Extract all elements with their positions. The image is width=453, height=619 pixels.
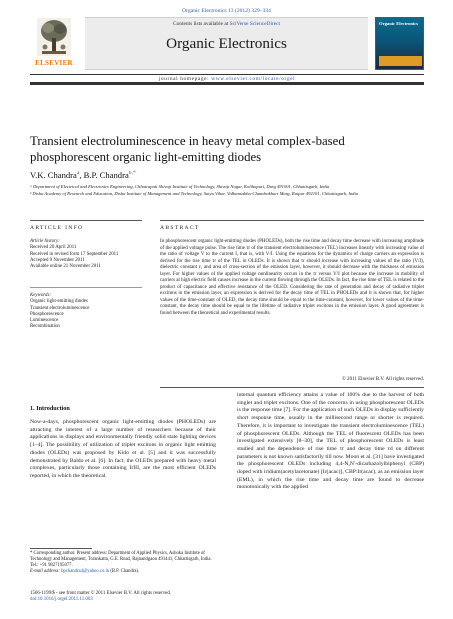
tree-icon (37, 18, 71, 56)
author-name[interactable]: B.P. Chandra (83, 170, 129, 180)
journal-title: Organic Electronics (166, 35, 287, 52)
front-matter (30, 591, 330, 604)
history-entry: Available online 21 November 2011 (30, 264, 101, 270)
divider (30, 287, 142, 288)
article-history (30, 239, 142, 270)
homepage-label: journal homepage: (158, 76, 210, 82)
contents-availability (85, 21, 368, 27)
email-suffix: (B.P. Chandra). (110, 569, 140, 575)
article-info-heading: ARTICLE INFO (30, 225, 84, 231)
affiliation: ᵇ Disha Academy of Research and Education, Disha Institute of Management and Technology, Satya Vihar, Vidhansabha-Chandrakhuri Marg, Raipur 492101, Chhattisgarh, India (30, 191, 359, 196)
affiliation-marker[interactable]: a (76, 170, 80, 177)
abstract-heading: ABSTRACT (160, 225, 200, 231)
keyword: Phosphorescence (30, 311, 64, 317)
footnote-text: * Corresponding author. Present address: Department of Applied Physics, Ashoka Institute of Technology and Management, Torankatta, G.E. Road, Rajnandgaon 491441, Chhattisgarh, India. Tel.: +91 9827195077. (30, 551, 212, 569)
issn-line: 1566-1199/$ - see front matter © 2011 Elsevier B.V. All rights reserved. (30, 591, 171, 596)
contents-prefix: Contents lists available at (172, 21, 229, 27)
history-entry: Received in revised form 17 September 2011 (30, 251, 119, 257)
author-list: V.K. Chandra$^a$, B.P. Chandra$^{b,*}$ (30, 170, 136, 180)
keyword: Luminescence (30, 318, 59, 324)
affiliation: ᵃ Department of Electrical and Electronics Engineering, Chhatrapati Shivaji Institute of Technology, Shivaji Nagar, Kolihapuri, Durg 491001, Chhattisgarh, India (30, 184, 330, 189)
cover-decoration (379, 56, 422, 66)
journal-homepage-bar (30, 74, 424, 85)
divider (30, 220, 142, 221)
author-name[interactable]: V.K. Chandra (30, 170, 77, 180)
copyright-notice: © 2011 Elsevier B.V. All rights reserved. (342, 377, 424, 382)
sciencedirect-link[interactable]: SciVerse ScienceDirect (229, 21, 281, 27)
journal-cover-image[interactable] (375, 17, 424, 70)
body-text-right: internal quantum efficiency attains a value of 100% due to the harvest of both singlet and triplet excitons. One of the concerns in using phosphorescent OLEDs is the response time [7]. For the application of such OLEDs in display sufficiently short response time, usually in the millisecond range or shorter is required. Therefore, it is important to investigate the transient electroluminescence (TEL) of phosphorescent OLEDs. Although the TEL of fluorescent OLEDs has been investigated extensively [8–30], the TEL of phosphorescent OLEDs is least studied and the dependence of rise time τr and decay time τd on different parameters is not known satisfactorily till now. Moon et al. [31] have investigated the phosphorescent OLEDs including 4,4-N,N′-dicarbazolylbiphenyl (CBP) doped with iridium(acetylacetonate) [Ir(acac)], CBP:Ir(acac), as an emission layer (EML), in which the rise time and decay time are found to decrease monotonically with the applied (237, 392, 424, 491)
footnote-rule (30, 548, 92, 549)
elsevier-logo[interactable] (30, 17, 78, 70)
masthead (30, 17, 424, 70)
cover-title: Organic Electronics (379, 21, 419, 26)
body-text-left: Now-a-days, phosphorescent organic light-emitting diodes (PHOLEDs) are attracting the interest of a large number of researchers because of their applications in displays and environmentally friendly solid state lighting devices [1–4]. The possibility of utilization of triplet excitons in organic light emitting diodes (OLEDs) was proposed by Kido et al. [5] and it was successfully demonstrated by Baldo et al. [6]. In fact, the OLEDs prepared with heavy metal complexes, particularly those containing IrIII, are the most efficient OLEDs reported, in which the theoretical (30, 419, 216, 479)
homepage-link[interactable]: www.elsevier.com/locate/orgel (211, 76, 296, 82)
publisher-logo-text: ELSEVIER (35, 59, 73, 67)
doi-link[interactable]: doi:10.1016/j.orgel.2011.11.003 (30, 597, 93, 603)
affiliation-marker[interactable]: b,* (128, 170, 136, 177)
corresponding-author-footnote (30, 551, 216, 575)
divider (160, 220, 424, 221)
journal-reference[interactable]: Organic Electronics 13 (2012) 329–334 (182, 8, 271, 14)
history-entry: Accepted 9 November 2011 (30, 257, 85, 263)
keywords-label: Keywords: (30, 293, 52, 298)
abstract-text: In phosphorescent organic light-emitting diodes (PHOLEDs), both the rise time and decay time decrease with increasing amplitude of the applied voltage pulse. The rise time τr of the transient electroluminescence (TEL) increases linearly with increasing value of the ratio of voltage V to the current I, that is, with V/I. Using the equations for the dynamics of charge carriers an expression is derived for the rise time τr of the TEL in OLEDs. It is shown that τr should increase with increasing values of the ratio (V/I), dielectric constant ε, and area of cross-section of the emission layer, however, it should decrease with the thickness of emission layer. For higher values of the applied voltage nonlinearity occurs in the τr versus V/I plot because the increase in mobility of carriers at high electric field causes increase in the current flowing through the OLEDs. In fact, the rise time of TEL is related to the product of capacitance and effective resistance of the OLED. Considering the rate of generation and decay of radiative triplet excitons in the emission layer, an expression is derived for the decay time of TEL in PHOLEDs and it is shown that, for higher values of the time-constant of OLED, the decay time should be equal to the time-constant, however, for lower values of the time-constant, the decay time should be equal to the lifetime of radiative triplet excitons in the emission layer. A good agreement is found between the theoretical and experimental results. (160, 239, 424, 316)
history-entry: Received 20 April 2011 (30, 245, 77, 251)
section-heading: 1. Introduction (30, 405, 70, 412)
keyword: Recombination (30, 324, 60, 330)
keyword: Transient electroluminescence (30, 305, 90, 311)
keyword: Organic light-emitting diodes (30, 299, 88, 305)
email-link[interactable]: bpchandra4@yahoo.co.in (61, 569, 110, 575)
email-label: E-mail address: (30, 569, 60, 575)
divider (160, 387, 424, 388)
history-label: Article history: (30, 239, 60, 244)
journal-banner (85, 17, 368, 70)
article-title: Transient electroluminescence in heavy metal complex-based phosphorescent organic light-emitting diodes (30, 134, 345, 164)
keywords (30, 293, 142, 331)
